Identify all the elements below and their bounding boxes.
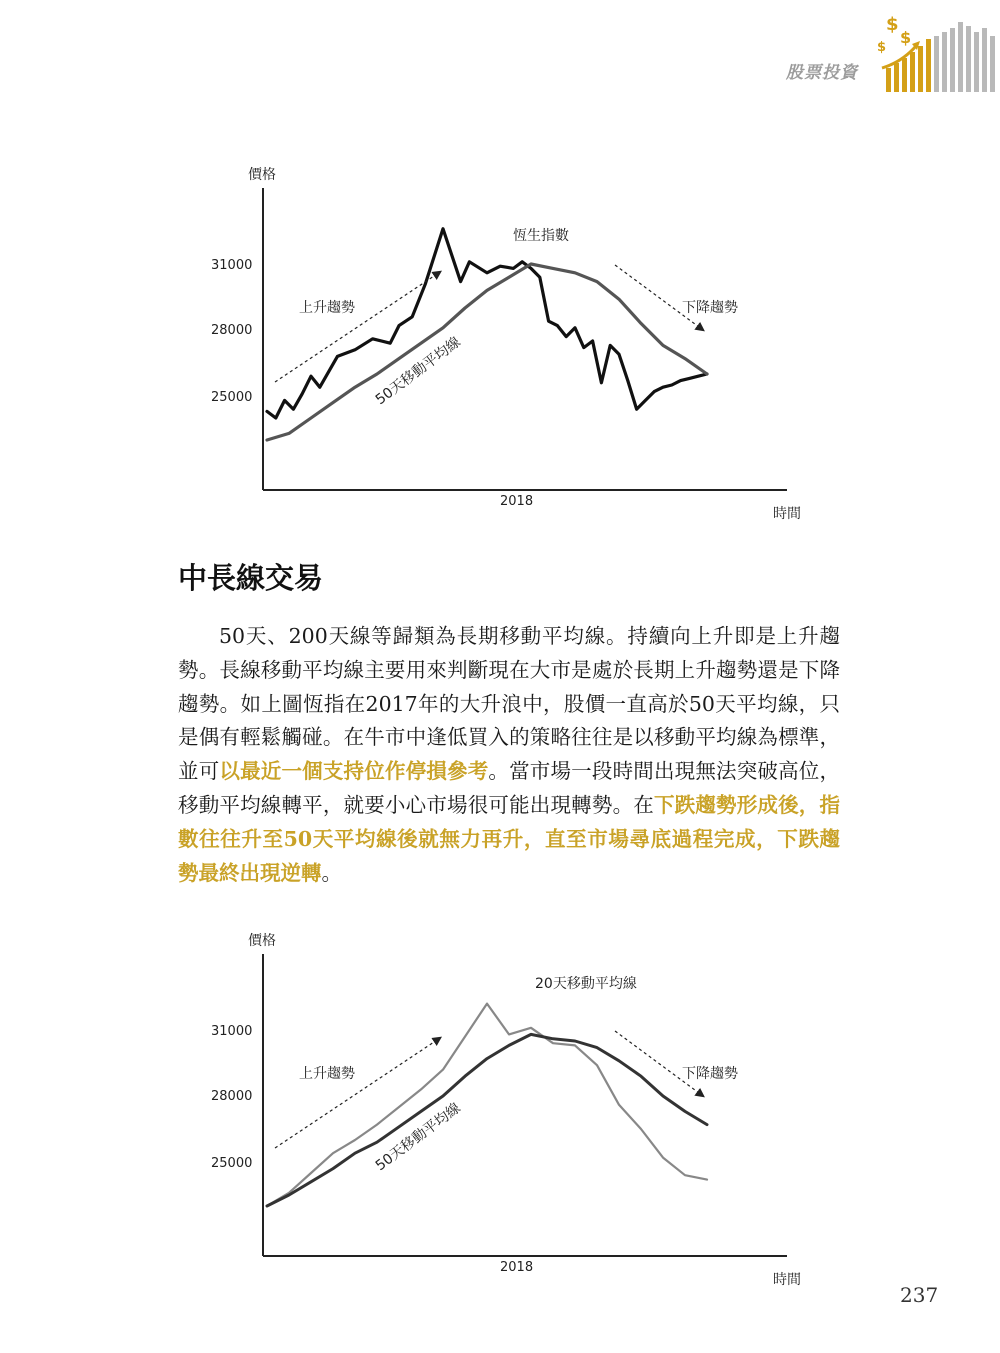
y-tick-label: 31000 [211, 258, 253, 273]
y-axis-label: 價格 [248, 167, 276, 183]
highlight-text: 下跌趨勢形成後，指數往往升至50天平均線後就無力再升，直至市場尋底過程完成，下跌趨勢最終出現逆轉 [178, 792, 841, 885]
x-axis-label: 時間 [773, 506, 801, 522]
y-tick-label: 28000 [211, 1089, 253, 1104]
x-axis-label: 時間 [773, 1272, 801, 1288]
index-label: 恆生指數 [513, 228, 569, 244]
downtrend-arrow [615, 265, 703, 330]
ma20-label: 20天移動平均線 [535, 976, 637, 992]
downtrend-label: 下降趨勢 [682, 1066, 738, 1082]
x-tick-label: 2018 [500, 1260, 534, 1275]
ma50-label: 50天移動平均線 [372, 1100, 464, 1175]
series-group [267, 1004, 707, 1206]
downtrend-label: 下降趨勢 [682, 300, 738, 316]
ma-comparison-chart-svg [195, 926, 835, 1291]
hsi-trend-chart [195, 160, 835, 525]
highlight-text: 以最近一個支持位作停損參考 [219, 759, 489, 784]
page-number: 237 [900, 1283, 939, 1307]
section-title: 中長線交易 [178, 561, 324, 595]
uptrend-label: 上升趨勢 [299, 300, 355, 316]
downtrend-arrow [615, 1031, 703, 1096]
y-tick-label: 28000 [211, 323, 253, 338]
uptrend-label: 上升趨勢 [299, 1066, 355, 1082]
series-line-primary [267, 1004, 707, 1206]
y-axis-label: 價格 [248, 933, 276, 949]
hsi-trend-chart-svg [195, 160, 835, 525]
x-tick-label: 2018 [500, 494, 534, 509]
paragraph-text: 。 [321, 860, 342, 885]
series-line-ma50 [267, 264, 707, 440]
section-label: 股票投資 [786, 63, 858, 83]
svg-text:$: $ [900, 28, 912, 47]
ma50-label: 50天移動平均線 [372, 334, 464, 409]
svg-text:$: $ [886, 14, 899, 35]
body-paragraph [178, 620, 840, 890]
y-tick-label: 25000 [211, 390, 253, 405]
series-group [267, 229, 707, 440]
y-tick-label: 25000 [211, 1156, 253, 1171]
svg-text:$: $ [877, 40, 887, 55]
series-line-ma50 [267, 1034, 707, 1206]
paragraph-text: 。當市場一段時間出現無法突破高位，移動平均線轉平，就要小心市場很可能出現轉勢。在 [178, 759, 841, 817]
y-tick-label: 31000 [211, 1024, 253, 1039]
paragraph-text: 50天、200天線等歸類為長期移動平均線。持續向上升即是上升趨勢。長線移動平均線主要用來判斷現在大市是處於長期上升趨勢還是下降趨勢。如上圖恆指在2017年的大升浪中，股價一直高於50天平均線，只是偶有輕鬆觸碰。在牛市中逢低買入的策略往往是以移動平均線為標準，並可 [178, 624, 840, 784]
ma-comparison-chart [195, 926, 835, 1291]
dollar-bar-chart-icon [872, 8, 1000, 94]
